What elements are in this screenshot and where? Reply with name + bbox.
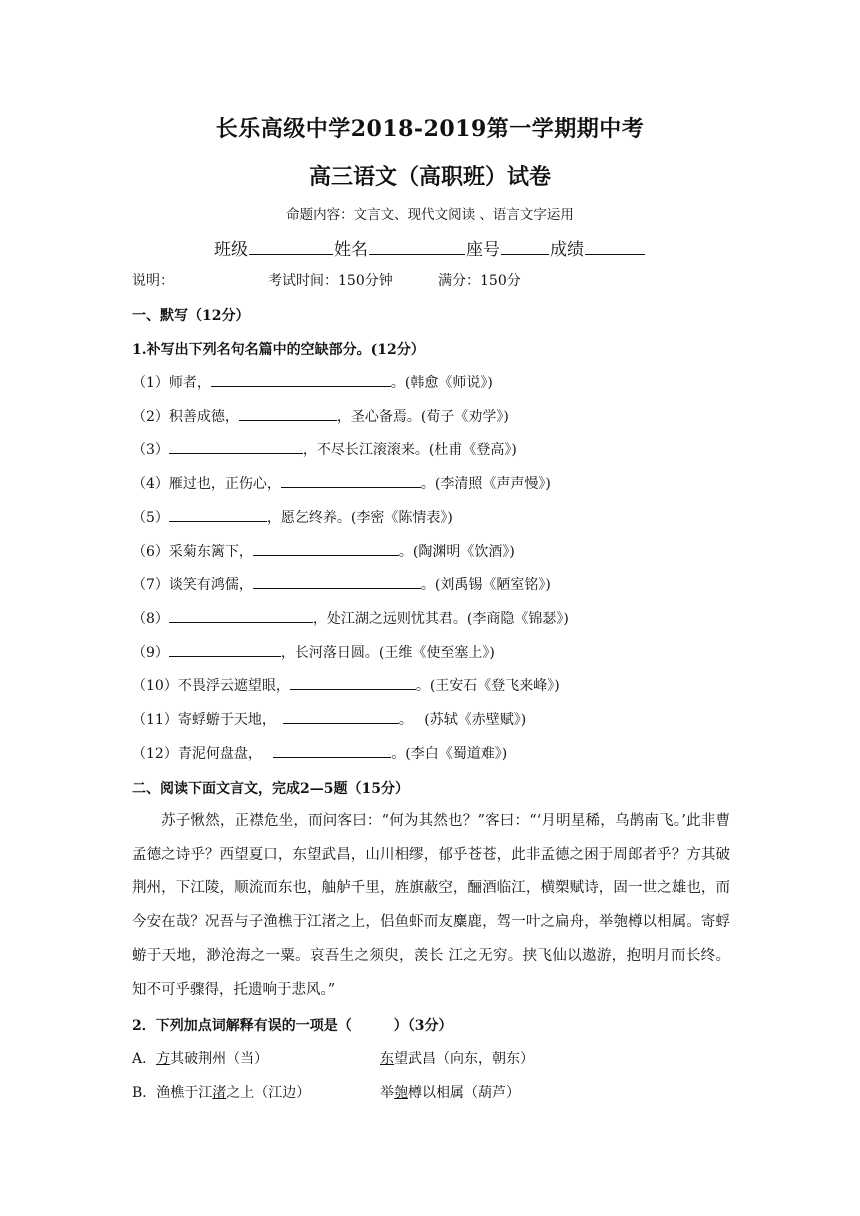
fill-in-item [132,372,493,392]
option-a2-text: 望武昌（向东，朝东） [394,1051,534,1067]
item-suffix: 。 (苏轼《赤壁赋》) [398,712,527,728]
item-number: （6） [132,543,169,560]
answer-blank[interactable] [253,574,421,589]
score-label: 成绩 [550,240,584,260]
fill-in-item [132,642,495,662]
option-b2-marked-word: 匏 [394,1085,408,1101]
item-suffix: ，圣心备焉。(荀子《劝学》) [336,408,509,425]
option-b-prefix: 渔樵于江 [156,1085,213,1101]
answer-blank[interactable] [169,642,281,657]
item-number: （4） [132,476,169,493]
name-blank[interactable] [369,236,465,255]
fill-in-item [132,608,569,628]
item-prefix: 师者， [168,375,211,391]
item-suffix: ，不尽长江滚滚来。(杜甫《登高》) [302,442,517,459]
classical-passage [132,805,730,1007]
option-b[interactable] [132,1082,520,1102]
full-score: 满分：150分 [438,273,521,289]
section-1-title: 一、默写（12分） [132,308,250,324]
item-prefix: 谈笑有鸿儒， [168,577,253,594]
fill-in-item [132,574,551,594]
fill-in-item [132,439,517,459]
class-label: 班级 [214,240,248,260]
item-prefix: 积善成德， [168,408,239,425]
fill-in-item [132,541,515,561]
note-label: 说明： [132,273,174,289]
option-b-text: 之上（江边） [226,1085,311,1101]
option-b2-text: 樽以相属（葫芦） [408,1085,520,1101]
option-b-second [380,1082,520,1102]
exam-subtitle: 高三语文（高职班）试卷 [308,164,551,190]
item-number: （3） [132,442,169,459]
item-number: （1） [132,375,169,391]
item-number: （11） [132,712,178,728]
answer-blank[interactable] [281,473,421,488]
answer-blank[interactable] [290,675,416,690]
option-a-second [380,1048,534,1068]
answer-blank[interactable] [169,507,267,522]
item-suffix: 。(刘禹锡《陋室铭》) [420,577,551,594]
item-number: （9） [132,644,169,661]
seat-label: 座号 [466,240,500,260]
item-number: （12） [132,745,178,762]
option-a[interactable] [132,1048,534,1068]
option-a-text: 其破荆州（当） [170,1051,269,1067]
item-suffix: ，长河落日圆。(王维《使至塞上》) [280,644,495,661]
item-number: （10） [132,678,178,695]
student-info-line [0,235,860,260]
exam-scope: 命题内容：文言文、现代文阅读 、语言文字运用 [286,207,574,223]
exam-note [132,270,521,290]
item-number: （8） [132,610,169,627]
option-a2-marked-word: 东 [380,1051,394,1067]
item-suffix: ，愿乞终养。(李密《陈情表》) [266,509,453,526]
item-prefix: 采菊东篱下， [168,543,253,560]
fill-in-item [132,709,526,729]
option-a-marked-word: 方 [156,1051,171,1067]
item-number: （2） [132,408,169,425]
item-suffix: 。(李清照《声声慢》) [420,476,551,493]
item-number: （7） [132,577,169,594]
answer-blank[interactable] [283,709,399,724]
question-1-title: 1.补写出下列名句名篇中的空缺部分。(12分） [132,342,425,358]
seat-blank[interactable] [501,236,549,255]
answer-blank[interactable] [211,372,391,387]
answer-blank[interactable] [169,608,313,623]
item-suffix: 。(李白《蜀道难》) [391,745,508,762]
passage-text: 苏子愀然，正襟危坐，而问客曰：“何为其然也？”客曰：“‘月明星稀，乌鹊南飞。’此非曹孟德之诗乎？西望夏口，东望武昌，山川相缪，郁乎苍苍，此非孟德之困于周郎者乎？方其破荆州，下江陵，顺流而东也，舳舻千里，旌旗蔽空，酾酒临江，横槊赋诗，固一世之雄也，而今安在哉？况吾与子渔樵于江渚之上，侣鱼虾而友麋鹿，驾一叶之扁舟，举匏樽以相属。寄蜉蝣于天地，渺沧海之一粟。哀吾生之须臾，羡长 江之无穷。挟飞仙以遨游，抱明月而长终。知不可乎骤得，托遗响于悲风。” [132,813,730,998]
answer-blank[interactable] [169,439,303,454]
fill-in-item [132,473,551,493]
question-2-title: 2．下列加点词解释有误的一项是（ ）（3分） [132,1018,453,1034]
item-prefix: 寄蜉蝣于天地， [177,712,283,728]
item-suffix: 。(陶渊明《饮酒》) [398,543,515,560]
fill-in-item [132,743,507,763]
option-a-label: A． [132,1051,157,1067]
item-suffix: 。(韩愈《师说》) [390,375,493,391]
answer-blank[interactable] [273,743,391,758]
exam-title: 长乐高级中学2018-2019第一学期期中考 [215,116,645,142]
option-b2-prefix: 举 [380,1085,394,1101]
item-prefix: 雁过也，正伤心， [168,476,281,493]
item-prefix: 青泥何盘盘， [177,745,274,762]
option-b-label: B． [132,1085,157,1101]
fill-in-item [132,507,453,527]
item-suffix: 。(王安石《登飞来峰》) [415,678,560,695]
option-b-marked-word: 渚 [212,1085,227,1101]
answer-blank[interactable] [253,541,399,556]
fill-in-item [132,675,560,695]
fill-in-item [132,406,509,426]
name-label: 姓名 [334,240,368,260]
exam-time: 考试时间：150分钟 [268,273,393,289]
item-suffix: ，处江湖之远则忧其君。(李商隐《锦瑟》) [312,610,569,627]
item-prefix: 不畏浮云遮望眼， [177,678,290,695]
section-2-title: 二、阅读下面文言文，完成2—5题（15分） [132,781,409,797]
class-blank[interactable] [249,236,333,255]
item-number: （5） [132,509,169,526]
score-blank[interactable] [585,236,645,255]
answer-blank[interactable] [239,406,337,421]
